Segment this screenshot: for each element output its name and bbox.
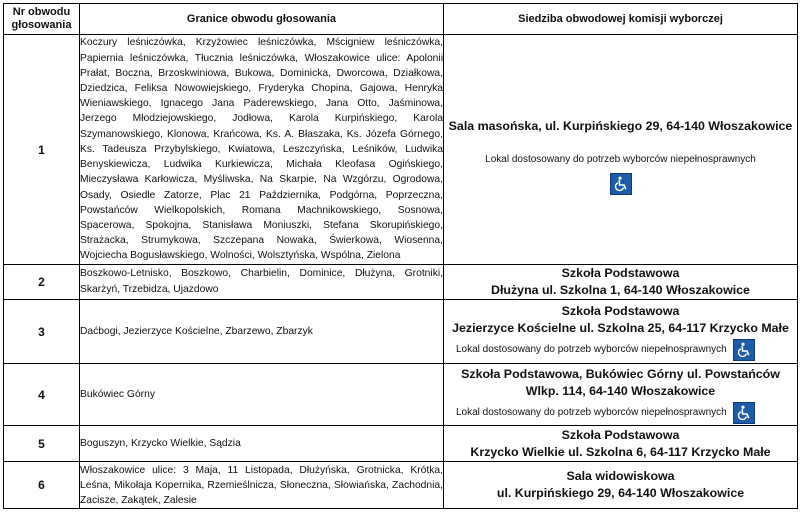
table-row	[4, 364, 798, 426]
table-header-row	[4, 4, 798, 35]
commission-seat	[444, 265, 798, 300]
table-row	[4, 35, 798, 265]
accessibility-note: Lokal dostosowany do potrzeb wyborców niepełnosprawnych	[456, 343, 727, 355]
district-boundaries: Boszkowo-Letnisko, Boszkowo, Charbielin, Dominice, Dłużyna, Grotniki, Skarżyń, Trzebidza, Ujazdowo	[80, 265, 444, 300]
district-number: 1	[4, 35, 80, 265]
commission-seat	[444, 462, 798, 509]
wheelchair-icon	[733, 402, 755, 424]
district-number: 4	[4, 364, 80, 426]
commission-seat	[444, 426, 798, 462]
district-number: 2	[4, 265, 80, 300]
polling-districts-table	[3, 3, 798, 509]
district-boundaries: Bukówiec Górny	[80, 364, 444, 426]
seat-name: Szkoła Podstawowa	[561, 266, 680, 280]
seat-name: Sala masońska, ul. Kurpińskiego 29, 64-140 Włoszakowice	[448, 119, 793, 133]
district-boundaries: Daćbogi, Jezierzyce Kościelne, Zbarzewo, Zbarzyk	[80, 300, 444, 364]
table-row	[4, 300, 798, 364]
district-boundaries: Boguszyn, Krzycko Wielkie, Sądzia	[80, 426, 444, 462]
accessibility-note: Lokal dostosowany do potrzeb wyborców niepełnosprawnych	[485, 154, 756, 165]
seat-address: ul. Kurpińskiego 29, 64-140 Włoszakowice	[496, 486, 745, 500]
header-commission-seat: Siedziba obwodowej komisji wyborczej	[444, 4, 798, 35]
commission-seat	[444, 35, 798, 265]
district-number: 3	[4, 300, 80, 364]
table-row	[4, 462, 798, 509]
commission-seat	[444, 364, 798, 426]
seat-name: Szkoła Podstawowa, Bukówiec Górny ul. Powstańców	[461, 366, 780, 381]
seat-address: Krzycko Wielkie ul. Szkolna 6, 64-117 Krzycko Małe	[470, 444, 771, 459]
table-row	[4, 426, 798, 462]
accessibility-row	[444, 339, 797, 361]
header-boundaries: Granice obwodu głosowania	[80, 4, 444, 35]
header-district-number: Nr obwodu głosowania	[4, 4, 80, 35]
accessibility-row	[444, 402, 797, 424]
wheelchair-icon	[733, 339, 755, 361]
seat-name: Sala widowiskowa	[566, 469, 675, 483]
district-number: 6	[4, 462, 80, 509]
seat-name: Szkoła Podstawowa	[561, 303, 680, 318]
commission-seat	[444, 300, 798, 364]
seat-address: Jezierzyce Kościelne ul. Szkolna 25, 64-117 Krzycko Małe	[452, 320, 789, 335]
district-boundaries: Włoszakowice ulice: 3 Maja, 11 Listopada, Dłużyńska, Grotnicka, Krótka, Leśna, Mikołaja Kopernika, Rzemieślnicza, Słoneczna, Słowiańska, Zachodnia, Zacisze, Zakątek, Zalesie	[80, 462, 444, 509]
wheelchair-icon	[610, 173, 632, 195]
table-row	[4, 265, 798, 300]
district-number: 5	[4, 426, 80, 462]
seat-address: Dłużyna ul. Szkolna 1, 64-140 Włoszakowice	[491, 283, 750, 297]
seat-address: Wlkp. 114, 64-140 Włoszakowice	[525, 383, 716, 398]
district-boundaries: Koczury leśniczówka, Krzyżowiec leśniczówka, Mścigniew leśniczówka, Papiernia leśniczówka, Tłucznia leśniczówka, Włoszakowice ulice: Apolonii Prałat, Boczna, Brzoskwiniowa, Bukowa, Dominicka, Dworcowa, Działkowa, Dziedzica, Feliksa Nowowiejskiego, Fryderyka Chopina, Gajowa, Henryka Wieniawskiego, Ignacego Jana Paderewskiego, Jana Otto, Jaśminowa, Jerzego Młodziejowskiego, Jodłowa, Karola Kurpińskiego, Karola Szymanowskiego, Klonowa, Krańcowa, Ks. A. Błaszaka, Ks. Józefa Górnego, Ks. Tadeusza Przybylskiego, Kwiatowa, Leszczyńska, Leśników, Ludwika Benyskiewicza, Ludwika Kurkiewicza, Michała Kleofasa Ogińskiego, Mieczysława Karłowicza, Myśliwska, Na Skarpie, Na Wzgórzu, Ogrodowa, Osady, Osiedle Zatorze, Plac 21 Października, Podgórna, Poprzeczna, Powstańców Wielkopolskich, Romana Machnikowskiego, Sosnowa, Spacerowa, Spokojna, Stanisława Moniuszki, Stefana Skorupińskiego, Strażacka, Strumykowa, Szczepana Nowaka, Świerkowa, Wiosenna, Wojciecha Bogusławskiego, Wolności, Wolsztyńska, Wspólna, Zielona	[80, 35, 444, 265]
seat-name: Szkoła Podstawowa	[561, 427, 680, 442]
accessibility-note: Lokal dostosowany do potrzeb wyborców niepełnosprawnych	[456, 406, 727, 418]
